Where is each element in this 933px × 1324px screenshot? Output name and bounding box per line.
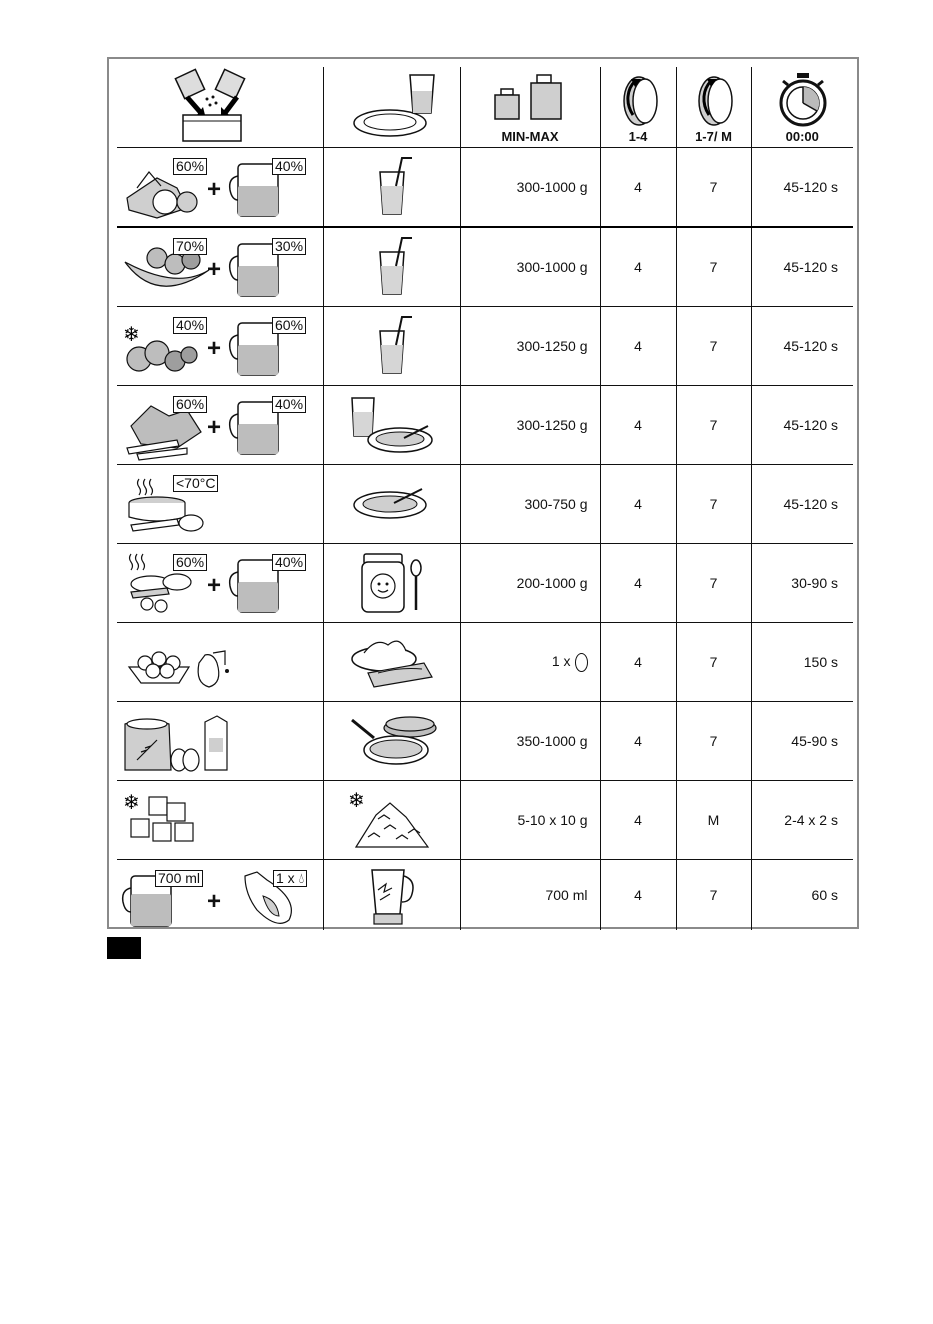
percent-label-b: 30% — [272, 238, 306, 255]
time-cell: 45-120 s — [751, 465, 853, 544]
plus-sign: + — [207, 256, 222, 283]
speed-cell: 4 — [600, 544, 676, 623]
soup-and-glass-icon — [324, 386, 461, 464]
setting-header-label: 1-7/ M — [695, 128, 732, 144]
speed-cell: 4 — [600, 148, 676, 228]
svg-text:❄: ❄ — [123, 322, 140, 346]
volume-label: 700 ml — [155, 870, 203, 887]
header-result-cell — [323, 67, 460, 148]
amount-cell: 300-1000 g — [460, 148, 600, 228]
amount-header-label: MIN-MAX — [501, 128, 559, 144]
ingredient-cell — [117, 860, 323, 931]
percent-label-a: 60% — [173, 396, 207, 413]
setting-cell: 7 — [676, 386, 751, 465]
amount-cell: 700 ml — [460, 860, 600, 931]
header-row — [117, 67, 853, 148]
percent-label-a: 60% — [173, 158, 207, 175]
setting-cell: 7 — [676, 307, 751, 386]
drop-icon: 💧︎ — [298, 870, 305, 886]
speed-cell: 4 — [600, 307, 676, 386]
amount-cell — [460, 623, 600, 702]
recipe-table-frame — [107, 57, 859, 929]
ingredient-cell — [117, 623, 323, 702]
weights-icon — [461, 71, 601, 127]
result-cell — [323, 623, 460, 702]
rotary-knob-icon — [601, 71, 677, 127]
stopwatch-icon — [752, 71, 854, 127]
setting-cell: M — [676, 781, 751, 860]
clean-blender-icon — [324, 860, 461, 930]
setting-cell: 7 — [676, 544, 751, 623]
header-ingredients-cell — [117, 67, 323, 148]
setting-knob-icon — [677, 71, 752, 127]
time-cell: 45-120 s — [751, 307, 853, 386]
header-amount-cell — [460, 67, 600, 148]
result-cell — [323, 227, 460, 307]
result-cell — [323, 860, 460, 931]
ingredient-cell — [117, 148, 323, 228]
speed-cell: 4 — [600, 386, 676, 465]
table-row — [117, 702, 853, 781]
speed-cell: 4 — [600, 781, 676, 860]
ingredient-cell — [117, 386, 323, 465]
table-row — [117, 544, 853, 623]
speed-header-label: 1-4 — [628, 128, 648, 144]
amount-cell: 300-750 g — [460, 465, 600, 544]
result-cell — [323, 544, 460, 623]
table-row — [117, 386, 853, 465]
header-speed-cell — [600, 67, 676, 148]
time-header-label: 00:00 — [785, 128, 819, 144]
ingredient-cell — [117, 544, 323, 623]
baby-food-jar-icon — [324, 544, 461, 622]
pancake-pan-icon — [324, 702, 461, 780]
pour-ingredients-icon — [117, 67, 323, 147]
flour-eggs-milk-icon — [117, 702, 323, 780]
speed-cell: 4 — [600, 623, 676, 702]
amount-text: 1 x — [551, 652, 571, 669]
time-cell: 45-90 s — [751, 702, 853, 781]
setting-cell: 7 — [676, 623, 751, 702]
result-cell — [323, 307, 460, 386]
ingredient-cell — [117, 781, 323, 860]
setting-cell: 7 — [676, 227, 751, 307]
amount-cell: 300-1250 g — [460, 386, 600, 465]
header-time-cell — [751, 67, 853, 148]
table-row — [117, 623, 853, 702]
amount-cell: 350-1000 g — [460, 702, 600, 781]
time-cell: 45-120 s — [751, 386, 853, 465]
amount-cell: 5-10 x 10 g — [460, 781, 600, 860]
amount-cell: 300-1000 g — [460, 227, 600, 307]
soup-plate-icon — [324, 465, 461, 543]
ingredient-cell — [117, 227, 323, 307]
hot-soup-pot-icon — [117, 465, 323, 543]
mayonnaise-icon — [324, 623, 461, 701]
plate-glass-icon — [324, 67, 461, 147]
ingredient-cell — [117, 307, 323, 386]
svg-text:❄: ❄ — [123, 790, 140, 814]
percent-label-b: 40% — [272, 158, 306, 175]
time-cell: 45-120 s — [751, 227, 853, 307]
eggs-oil-icon — [117, 623, 323, 701]
result-cell — [323, 386, 460, 465]
drink-glass-icon — [324, 228, 461, 306]
speed-cell: 4 — [600, 227, 676, 307]
speed-cell: 4 — [600, 465, 676, 544]
drink-glass-icon — [324, 307, 461, 385]
time-cell: 150 s — [751, 623, 853, 702]
percent-label-b: 40% — [272, 554, 306, 571]
section-marker — [107, 937, 141, 959]
speed-cell: 4 — [600, 860, 676, 931]
time-cell: 60 s — [751, 860, 853, 931]
plus-sign: + — [207, 176, 222, 203]
ingredient-cell — [117, 702, 323, 781]
table-row — [117, 227, 853, 307]
recipe-table — [117, 67, 853, 930]
result-cell — [323, 465, 460, 544]
table-row — [117, 465, 853, 544]
setting-cell: 7 — [676, 148, 751, 228]
result-cell — [323, 702, 460, 781]
percent-label-b: 60% — [272, 317, 306, 334]
table-row — [117, 781, 853, 860]
header-setting-cell — [676, 67, 751, 148]
plus-sign: + — [207, 572, 222, 599]
temperature-label: <70°C — [173, 475, 218, 492]
result-cell — [323, 781, 460, 860]
table-row — [117, 860, 853, 931]
speed-cell: 4 — [600, 702, 676, 781]
table-row — [117, 307, 853, 386]
time-cell: 30-90 s — [751, 544, 853, 623]
ingredient-cell — [117, 465, 323, 544]
time-cell: 45-120 s — [751, 148, 853, 228]
plus-sign: + — [207, 414, 222, 441]
setting-cell: 7 — [676, 465, 751, 544]
setting-cell: 7 — [676, 702, 751, 781]
amount-cell: 200-1000 g — [460, 544, 600, 623]
drop-count-text: 1 x — [276, 870, 295, 886]
plus-sign: + — [207, 888, 222, 915]
plus-sign: + — [207, 335, 222, 362]
amount-cell: 300-1250 g — [460, 307, 600, 386]
drink-glass-icon — [324, 148, 461, 226]
result-cell — [323, 148, 460, 228]
setting-cell: 7 — [676, 860, 751, 931]
drop-count-label — [273, 870, 307, 887]
percent-label-b: 40% — [272, 396, 306, 413]
percent-label-a: 70% — [173, 238, 207, 255]
crushed-ice-icon — [324, 781, 461, 859]
ice-cubes-icon — [117, 781, 323, 859]
table-row — [117, 148, 853, 228]
time-cell: 2-4 x 2 s — [751, 781, 853, 860]
percent-label-a: 60% — [173, 554, 207, 571]
svg-text:❄: ❄ — [347, 788, 365, 812]
egg-icon — [575, 653, 588, 672]
percent-label-a: 40% — [173, 317, 207, 334]
